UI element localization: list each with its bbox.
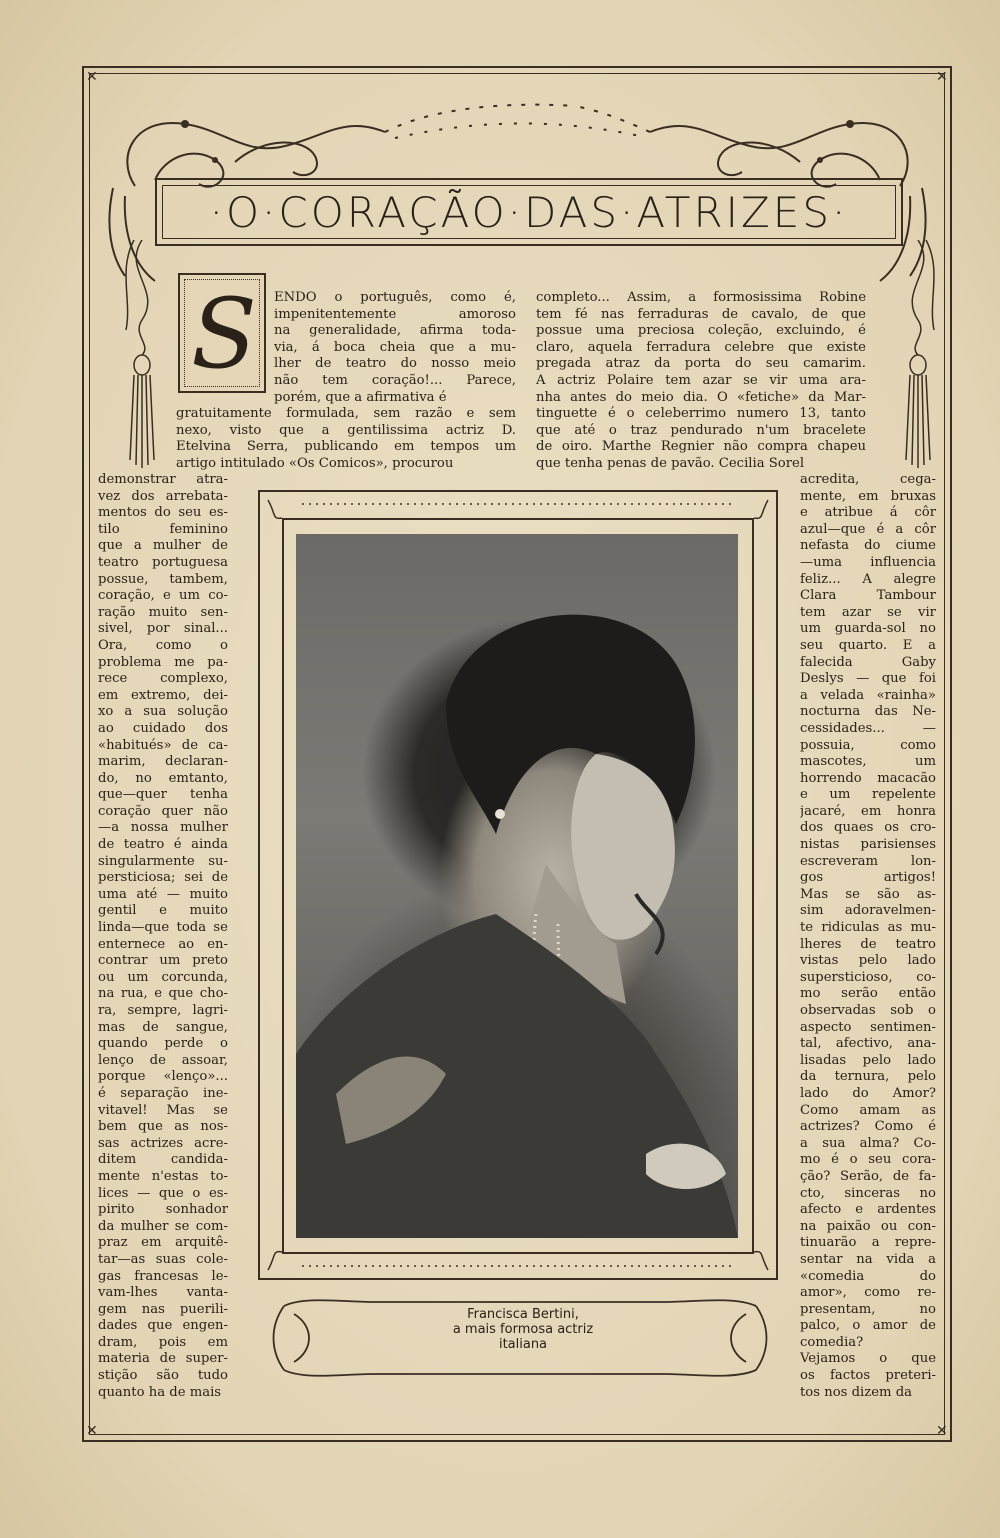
text-line: «habitués» de ca-: [98, 737, 228, 753]
text-line: impenitentemente amoroso: [274, 306, 516, 322]
text-line: cto, sinceras no: [800, 1185, 936, 1201]
text-line: quanto ha de mais: [98, 1384, 222, 1400]
text-line: singularmente su-: [98, 853, 228, 869]
text-line: porque «lenço»...: [98, 1069, 228, 1085]
text-line: tar—as suas cole-: [98, 1251, 228, 1267]
text-line: em extremo, dei-: [98, 687, 228, 703]
text-line: escreveram lon-: [800, 853, 936, 869]
text-line: ditem candida-: [98, 1152, 228, 1168]
text-line: coração, e um co-: [98, 588, 228, 604]
text-line: vitavel! Mas se: [98, 1102, 228, 1118]
text-line: gentil e muito: [98, 903, 228, 919]
text-line: ENDO o português, como é,: [274, 290, 516, 305]
text-line: falecida Gaby: [800, 654, 936, 670]
text-line: gos artigos!: [800, 870, 936, 886]
text-line: nistas parisienses: [800, 837, 936, 853]
text-line: palco, o amor de: [800, 1318, 936, 1334]
article-left-column: [98, 472, 228, 1401]
article-right-intro: [536, 290, 866, 473]
article-intro-lines: [274, 290, 516, 406]
text-line: praz em arquitê-: [98, 1235, 228, 1251]
page-title: ·O·CORAÇÃO·DAS·ATRIZES·: [209, 187, 849, 237]
text-line: porém, que a afirmativa é: [274, 389, 447, 405]
caption-line: italiana: [498, 1337, 548, 1352]
corner-ornament: ✕: [86, 69, 98, 85]
text-line: ração muito sen-: [98, 604, 228, 620]
text-line: do, no emtanto,: [98, 770, 228, 786]
text-line: completo... Assim, a formosissima Robine: [536, 290, 866, 305]
caption-line: a mais formosa actriz: [452, 1322, 594, 1337]
text-line: nocturna das Ne-: [800, 704, 936, 720]
text-line: supersticioso, co-: [800, 969, 936, 985]
text-line: nha antes do meio dia. O «fetiche» da Mar-: [536, 389, 866, 405]
text-line: Como amam as: [800, 1102, 936, 1118]
text-line: ra, sempre, lagri-: [98, 1003, 228, 1018]
text-line: contrar um preto: [98, 953, 228, 969]
text-line: nexo, visto que a gentilissima actriz D.: [176, 422, 516, 438]
photo-caption: [380, 1307, 666, 1352]
text-line: tinguette é o celeberrimo numero 13, tanto: [536, 406, 866, 422]
text-line: —uma influencia: [800, 554, 936, 570]
text-line: cessidades... —: [800, 720, 936, 736]
text-line: na paixão ou con-: [800, 1218, 936, 1234]
text-line: lisadas pelo lado: [800, 1052, 936, 1068]
article-intro-lines-wide: [176, 406, 516, 472]
text-line: ou um corcunda,: [98, 969, 228, 985]
text-line: mas de sangue,: [98, 1019, 228, 1035]
text-line: lices — que o es-: [98, 1185, 228, 1201]
text-line: feliz... A alegre: [800, 571, 936, 587]
text-line: enternece ao en-: [98, 936, 228, 952]
text-line: problema me pa-: [98, 654, 228, 670]
text-line: não tem coração!... Parece,: [274, 372, 516, 388]
text-line: marim, declaran-: [98, 754, 228, 770]
text-line: observadas sob o: [800, 1003, 936, 1018]
text-line: tilo feminino: [98, 521, 228, 537]
text-line: uma até — muito: [98, 886, 228, 902]
text-line: amor», como re-: [800, 1285, 936, 1301]
text-line: mentos do seu es-: [98, 505, 228, 521]
text-line: mo serão então: [800, 986, 936, 1002]
text-line: horrendo macacão: [800, 770, 936, 786]
text-line: stição são tudo: [98, 1368, 228, 1384]
text-line: seu quarto. E a: [800, 637, 936, 653]
right-tassel-icon: [888, 240, 948, 490]
text-line: os factos preteri-: [800, 1368, 936, 1384]
text-line: rece complexo,: [98, 671, 228, 687]
text-line: da ternura, pelo: [800, 1069, 936, 1085]
text-line: pregada atraz da porta do seu camarim.: [536, 356, 866, 372]
text-line: tal, afectivo, ana-: [800, 1036, 936, 1052]
text-line: azul—que é a côr: [800, 521, 936, 537]
text-line: ao cuidado dos: [98, 720, 228, 736]
text-line: e atribue á côr: [800, 505, 936, 521]
text-line: teatro portuguesa: [98, 554, 228, 570]
text-line: comedia?: [800, 1334, 864, 1350]
text-line: tinuarão a repre-: [800, 1235, 936, 1251]
text-line: da mulher se com-: [98, 1218, 228, 1234]
text-line: possuia, como: [800, 737, 936, 753]
text-line: A actriz Polaire tem azar se vir uma ara-: [536, 372, 866, 388]
text-line: lado do Amor?: [800, 1085, 936, 1101]
text-line: bem que as nos-: [98, 1119, 228, 1135]
text-line: vez dos arrebata-: [98, 488, 228, 504]
text-line: artigo intitulado «Os Comicos», procurou: [176, 455, 454, 471]
text-line: de oiro. Marthe Regnier não compra chapeu: [536, 439, 866, 455]
text-line: mo é o seu cora-: [800, 1152, 936, 1168]
text-line: demonstrar atra-: [98, 472, 228, 487]
text-line: Vejamos o que: [800, 1351, 936, 1367]
text-line: Ora, como o: [98, 637, 228, 653]
text-line: coração quer não: [98, 803, 228, 819]
text-line: quando perde o: [98, 1036, 228, 1052]
text-line: Deslys — que foi: [800, 671, 936, 687]
caption-line: Francisca Bertini,: [467, 1307, 579, 1322]
text-line: tem fé nas ferraduras de cavalo, de que: [536, 306, 866, 322]
text-line: ção? Serão, de fa-: [800, 1168, 936, 1184]
left-tassel-icon: [112, 240, 172, 490]
corner-ornament: ✕: [86, 1423, 98, 1439]
text-line: e um repelente: [800, 787, 936, 803]
text-line: dram, pois em: [98, 1334, 228, 1350]
text-line: dos quaes os cro-: [800, 820, 936, 836]
text-line: mente n'estas to-: [98, 1168, 228, 1184]
text-line: Clara Tambour: [800, 588, 936, 604]
text-line: na generalidade, afirma toda-: [274, 323, 516, 339]
text-line: sentar na vida a: [800, 1251, 936, 1267]
text-line: materia de super-: [98, 1351, 228, 1367]
corner-ornament: ✕: [936, 1423, 948, 1439]
text-line: te ridiculas as mu-: [800, 920, 936, 936]
text-line: aspecto sentimen-: [800, 1019, 936, 1035]
article-right-column: [800, 472, 936, 1401]
text-line: que até o traz pendurado n'um bracelete: [536, 422, 866, 438]
text-line: dades que engen-: [98, 1318, 228, 1334]
text-line: xo a sua solução: [98, 704, 228, 720]
text-line: —a nossa mulher: [98, 820, 228, 836]
text-line: possue, tambem,: [98, 571, 228, 587]
text-line: tem azar se vir: [800, 604, 936, 620]
text-line: gratuitamente formulada, sem razão e sem: [176, 406, 516, 421]
text-line: acredita, cega-: [800, 472, 936, 487]
text-line: é separação ine-: [98, 1085, 228, 1101]
text-line: a velada «rainha»: [800, 687, 936, 703]
text-line: presentam, no: [800, 1301, 936, 1317]
text-line: persticiosa; sei de: [98, 870, 228, 886]
text-line: Mas se são as-: [800, 886, 936, 902]
text-line: possue uma preciosa coleção, excluindo, é: [536, 323, 866, 339]
text-line: «comedia do: [800, 1268, 936, 1284]
portrait-figure: [296, 534, 738, 1238]
text-line: gas francesas le-: [98, 1268, 228, 1284]
text-line: linda—que toda se: [98, 920, 228, 936]
text-line: mascotes, um: [800, 754, 936, 770]
text-line: lenço de assoar,: [98, 1052, 228, 1068]
text-line: gem nas puerili-: [98, 1301, 228, 1317]
drop-cap-letter: S: [191, 278, 257, 390]
text-line: sim adoravelmen-: [800, 903, 936, 919]
text-line: nefasta do ciume: [800, 538, 936, 554]
text-line: vam-lhes vanta-: [98, 1285, 228, 1301]
text-line: tos nos dizem da: [800, 1384, 913, 1400]
text-line: via, á boca cheia que a mu-: [274, 339, 516, 355]
corner-ornament: ✕: [936, 69, 948, 85]
text-line: pirito sonhador: [98, 1202, 228, 1218]
text-line: um guarda-sol no: [800, 621, 936, 637]
text-line: na rua, e que cho-: [98, 986, 228, 1002]
text-line: vistas pelo lado: [800, 953, 936, 969]
text-line: lheres de teatro: [800, 936, 936, 952]
text-line: mente, em bruxas: [800, 488, 936, 504]
text-line: sivel, por sinal...: [98, 621, 228, 637]
text-line: de teatro é ainda: [98, 837, 228, 853]
text-line: que—quer tenha: [98, 787, 228, 803]
text-line: Etelvina Serra, publicando em tempos um: [176, 439, 516, 455]
text-line: jacaré, em honra: [800, 803, 936, 819]
text-line: afecto e ardentes: [800, 1202, 936, 1218]
text-line: lher de teatro do nosso meio: [274, 356, 516, 372]
text-line: sas actrizes acre-: [98, 1135, 228, 1151]
text-line: claro, aquela ferradura celebre que existe: [536, 339, 866, 355]
text-line: actrizes? Como é: [800, 1119, 936, 1135]
title-box: [155, 178, 903, 246]
text-line: a sua alma? Co-: [800, 1135, 936, 1151]
text-line: que tenha penas de pavão. Cecilia Sorel: [536, 455, 805, 471]
drop-cap-box: [178, 273, 266, 393]
text-line: que a mulher de: [98, 538, 228, 554]
